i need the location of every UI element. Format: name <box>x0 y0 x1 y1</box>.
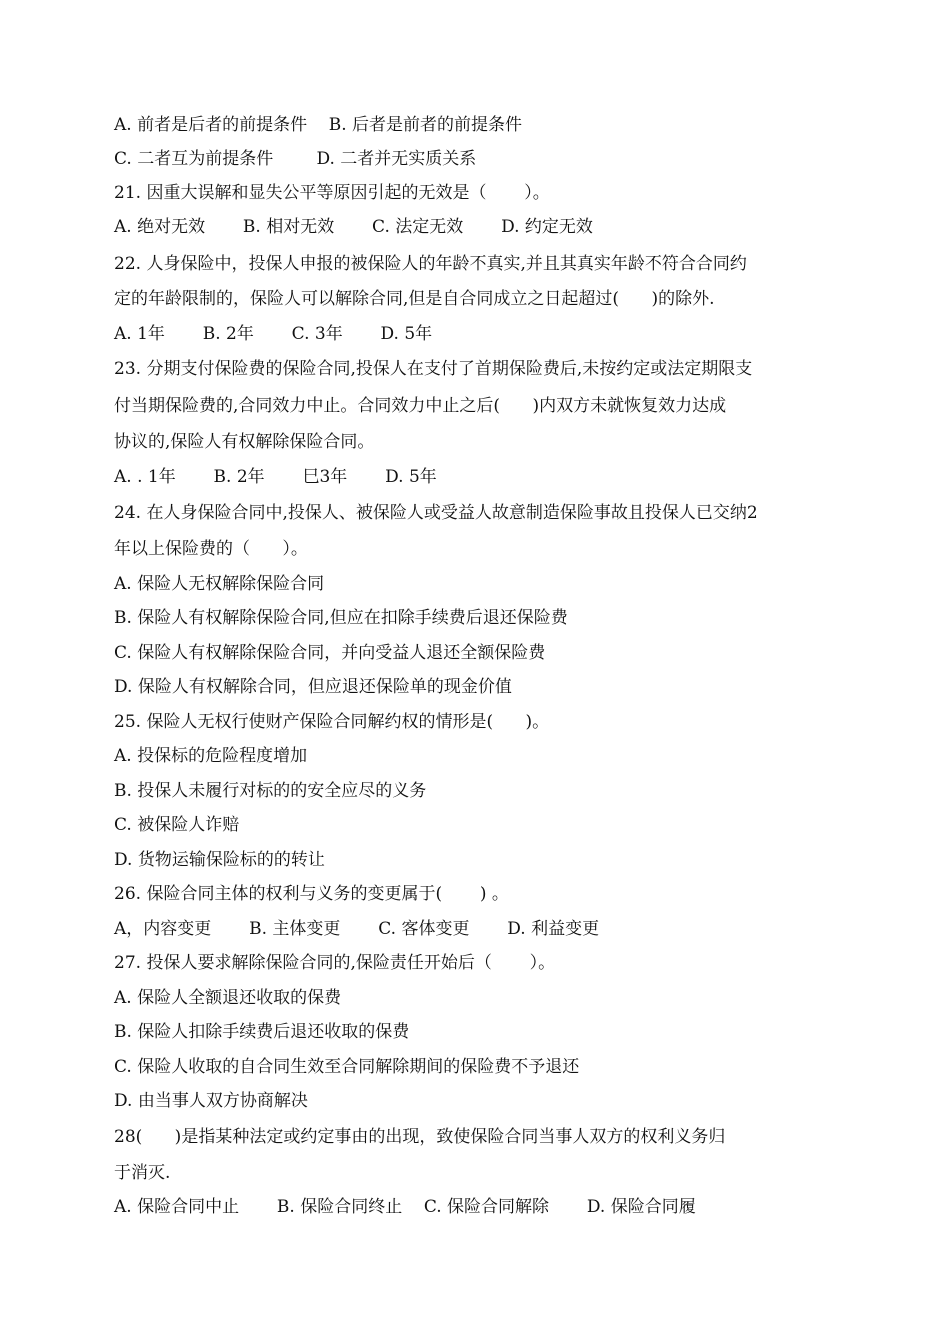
text-line: A. 保险人全额退还收取的保费 <box>114 988 342 1008</box>
text-line: C. 保险人收取的自合同生效至合同解除期间的保险费不予退还 <box>114 1057 580 1077</box>
question-21: 21. 因重大误解和显失公平等原因引起的无效是（ ）。 <box>114 183 550 203</box>
question-28: 28( )是指某种法定或约定事由的出现，致使保险合同当事人双方的权利义务归 <box>114 1127 726 1147</box>
text-line: 协议的,保险人有权解除保险合同。 <box>114 432 375 452</box>
text-line: 于消灭. <box>114 1163 171 1183</box>
question-25: 25. 保险人无权行使财产保险合同解约权的情形是( )。 <box>114 712 550 732</box>
text-line: D. 货物运输保险标的的转让 <box>114 850 325 870</box>
question-22: 22. 人身保险中，投保人申报的被保险人的年龄不真实,并且其真实年龄不符合合同约 <box>114 254 747 274</box>
question-27: 27. 投保人要求解除保险合同的,保险责任开始后（ ）。 <box>114 953 556 973</box>
question-26: 26. 保险合同主体的权利与义务的变更属于( ) 。 <box>114 884 509 904</box>
text-line: C. 被保险人诈赔 <box>114 815 240 835</box>
text-line: C. 保险人有权解除保险合同，并向受益人退还全额保险费 <box>114 643 546 663</box>
text-line: A. . 1年 B. 2年 巳3年 D. 5年 <box>114 467 437 487</box>
text-line: A. 保险人无权解除保险合同 <box>114 574 325 594</box>
text-line: 定的年龄限制的，保险人可以解除合同,但是自合同成立之日起超过( )的除外. <box>114 289 715 309</box>
text-line: A. 1年 B. 2年 C. 3年 D. 5年 <box>114 324 433 344</box>
text-line: A，内容变更 B. 主体变更 C. 客体变更 D. 利益变更 <box>114 919 600 939</box>
text-line: 年以上保险费的（ ）。 <box>114 539 308 559</box>
text-line: B. 保险人扣除手续费后退还收取的保费 <box>114 1022 410 1042</box>
text-line: 付当期保险费的,合同效力中止。合同效力中止之后( )内双方未就恢复效力达成 <box>114 396 727 416</box>
question-24: 24. 在人身保险合同中,投保人、被保险人或受益人故意制造保险事故且投保人已交纳2 <box>114 503 758 523</box>
text-line: D. 保险人有权解除合同，但应退还保险单的现金价值 <box>114 677 512 697</box>
text-line: A. 投保标的危险程度增加 <box>114 746 308 766</box>
text-line: A. 绝对无效 B. 相对无效 C. 法定无效 D. 约定无效 <box>114 217 593 237</box>
text-line: A. 保险合同中止 B. 保险合同终止 C. 保险合同解除 D. 保险合同履 <box>114 1197 696 1217</box>
question-23: 23. 分期支付保险费的保险合同,投保人在支付了首期保险费后,未按约定或法定期限支 <box>114 359 753 379</box>
text-line: D. 由当事人双方协商解决 <box>114 1091 308 1111</box>
text-line: A. 前者是后者的前提条件 B. 后者是前者的前提条件 <box>114 115 522 135</box>
text-line: C. 二者互为前提条件 D. 二者并无实质关系 <box>114 149 477 169</box>
text-line: B. 投保人未履行对标的的安全应尽的义务 <box>114 781 427 801</box>
text-line: B. 保险人有权解除保险合同,但应在扣除手续费后退还保险费 <box>114 608 568 628</box>
